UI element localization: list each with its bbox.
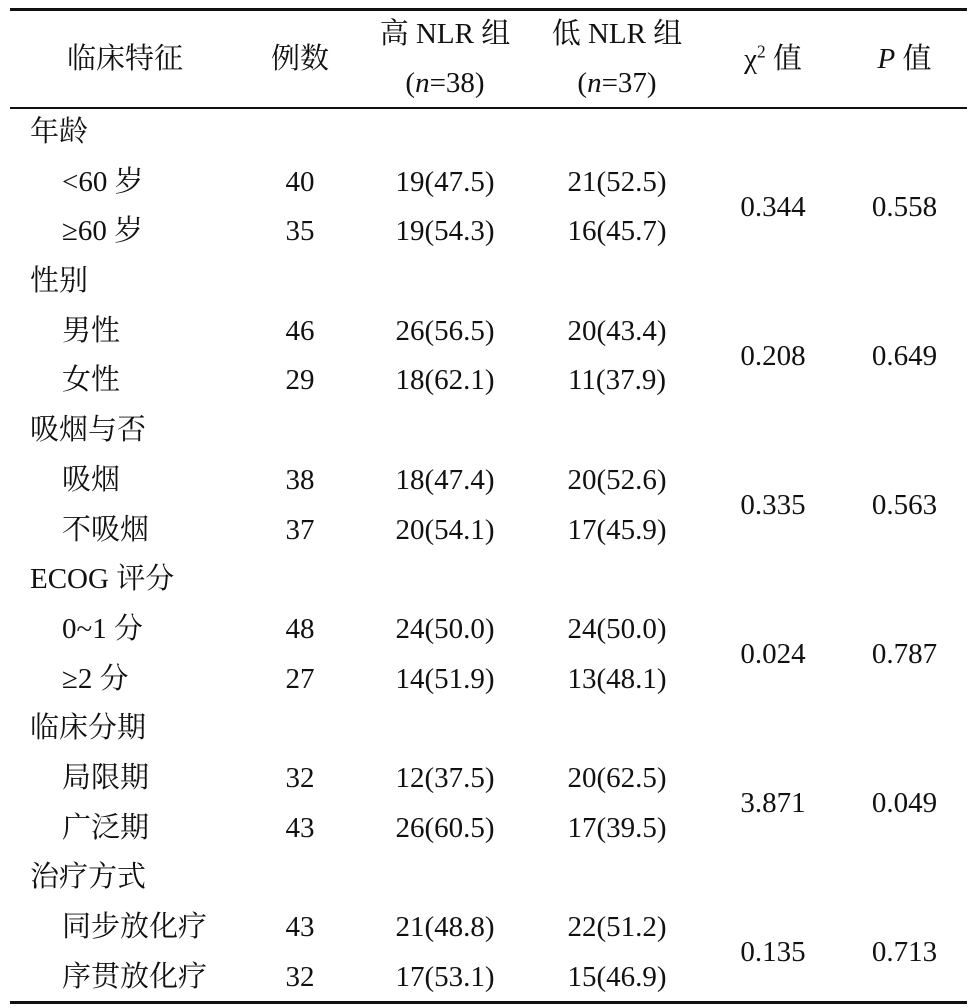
group-row xyxy=(10,406,967,456)
header-p-value-label xyxy=(842,35,967,84)
chi2-cell: 0.135 xyxy=(740,936,806,968)
paren-close: ) xyxy=(474,67,485,99)
table-row xyxy=(10,456,967,521)
high-nlr-cell: 18(47.4) xyxy=(395,463,495,496)
table-row xyxy=(10,754,967,819)
low-nlr-cell: 17(39.5) xyxy=(567,811,667,844)
high-nlr-cell: 12(37.5) xyxy=(395,761,495,794)
high-nlr-cell: 18(62.1) xyxy=(395,364,495,397)
chi-superscript: 2 xyxy=(756,40,766,61)
low-nlr-cell: 20(52.6) xyxy=(567,463,667,496)
group-row xyxy=(10,108,967,158)
low-nlr-cell: 21(52.5) xyxy=(567,165,667,198)
group-label: 临床分期 xyxy=(30,712,147,745)
header-clinical-feature xyxy=(10,10,240,108)
low-nlr-cell: 20(43.4) xyxy=(567,314,667,347)
header-high-nlr-label: 高 NLR 组 xyxy=(379,18,511,50)
item-label: 序贯放化疗 xyxy=(62,960,208,993)
group-row xyxy=(10,853,967,903)
p-value-cell: 0.713 xyxy=(871,936,938,968)
header-low-nlr-label: 低 NLR 组 xyxy=(551,18,683,50)
p-value-cell: 0.049 xyxy=(871,786,938,819)
header-high-nlr-n xyxy=(360,59,530,108)
group-label: 性别 xyxy=(30,265,89,298)
count-cell: 43 xyxy=(285,911,315,943)
item-label: 不吸烟 xyxy=(62,513,150,546)
p-symbol: P xyxy=(877,42,896,75)
high-nlr-cell: 20(54.1) xyxy=(395,513,495,546)
n-value: 38 xyxy=(445,67,475,99)
low-nlr-cell: 15(46.9) xyxy=(567,960,667,993)
header-p-value xyxy=(842,10,967,108)
group-row xyxy=(10,555,967,605)
high-nlr-cell: 17(53.1) xyxy=(395,960,495,993)
low-nlr-cell: 24(50.0) xyxy=(567,612,667,645)
header-clinical-feature-label: 临床特征 xyxy=(66,42,183,75)
group-row xyxy=(10,704,967,754)
header-chi-square-label xyxy=(704,35,842,84)
group-row xyxy=(10,257,967,307)
count-cell: 48 xyxy=(285,612,315,645)
high-nlr-cell: 26(56.5) xyxy=(395,314,495,347)
item-label: <60 岁 xyxy=(62,165,144,198)
low-nlr-cell: 22(51.2) xyxy=(567,911,667,943)
table-row xyxy=(10,605,967,670)
chi-symbol: χ xyxy=(744,42,757,75)
paren-open: ( xyxy=(577,67,588,99)
low-nlr-cell: 13(48.1) xyxy=(567,662,667,695)
count-cell: 38 xyxy=(285,463,315,496)
chi2-cell: 0.208 xyxy=(740,339,806,372)
count-cell: 32 xyxy=(285,960,315,993)
high-nlr-cell: 19(54.3) xyxy=(395,215,495,248)
equals-sign: = xyxy=(601,67,618,99)
p-value-cell: 0.563 xyxy=(871,488,938,521)
header-low-nlr-group xyxy=(530,10,704,108)
count-cell: 43 xyxy=(285,811,315,844)
item-label: 男性 xyxy=(62,314,121,347)
item-label: 局限期 xyxy=(62,761,150,794)
header-row xyxy=(10,10,967,108)
table-body xyxy=(10,108,967,1002)
count-cell: 37 xyxy=(285,513,315,546)
p-value-cell: 0.787 xyxy=(871,637,938,670)
count-cell: 27 xyxy=(285,662,315,695)
header-low-nlr-n xyxy=(530,59,704,108)
item-label: 广泛期 xyxy=(62,811,150,844)
header-p-suffix: 值 xyxy=(895,42,932,75)
group-label: 治疗方式 xyxy=(30,861,147,894)
p-value-cell: 0.649 xyxy=(871,339,938,372)
count-cell: 35 xyxy=(285,215,315,248)
low-nlr-cell: 17(45.9) xyxy=(567,513,667,546)
count-cell: 32 xyxy=(285,761,315,794)
header-count-label: 例数 xyxy=(270,42,329,75)
table-row xyxy=(10,307,967,372)
high-nlr-cell: 26(60.5) xyxy=(395,811,495,844)
header-chi2-suffix: 值 xyxy=(765,42,802,75)
group-label: ECOG 评分 xyxy=(30,563,175,596)
n-symbol: n xyxy=(587,67,602,99)
item-label: 吸烟 xyxy=(62,463,121,496)
table-row xyxy=(10,158,967,223)
group-label: 吸烟与否 xyxy=(30,414,147,447)
n-symbol: n xyxy=(415,67,430,99)
header-count xyxy=(240,10,360,108)
count-cell: 46 xyxy=(285,314,315,347)
paren-close: ) xyxy=(646,67,657,99)
high-nlr-cell: 24(50.0) xyxy=(395,612,495,645)
item-label: 女性 xyxy=(62,364,121,397)
group-label: 年龄 xyxy=(30,116,89,148)
high-nlr-cell: 21(48.8) xyxy=(395,911,495,943)
item-label: ≥60 岁 xyxy=(62,215,144,248)
paren-open: ( xyxy=(405,67,416,99)
table-row xyxy=(10,903,967,968)
high-nlr-cell: 19(47.5) xyxy=(395,165,495,198)
chi2-cell: 0.024 xyxy=(740,637,806,670)
equals-sign: = xyxy=(429,67,446,99)
header-high-nlr-group xyxy=(360,10,530,108)
chi2-cell: 0.344 xyxy=(740,190,806,223)
item-label: ≥2 分 xyxy=(62,662,129,695)
chi2-cell: 3.871 xyxy=(740,786,806,819)
item-label: 同步放化疗 xyxy=(62,911,208,943)
low-nlr-cell: 11(37.9) xyxy=(568,364,666,397)
n-value: 37 xyxy=(617,67,647,99)
item-label: 0~1 分 xyxy=(62,612,143,645)
chi2-cell: 0.335 xyxy=(740,488,806,521)
low-nlr-cell: 20(62.5) xyxy=(567,761,667,794)
header-chi-square xyxy=(704,10,842,108)
high-nlr-cell: 14(51.9) xyxy=(395,662,495,695)
count-cell: 40 xyxy=(285,165,315,198)
count-cell: 29 xyxy=(285,364,315,397)
data-table xyxy=(10,10,967,1002)
p-value-cell: 0.558 xyxy=(871,190,938,223)
low-nlr-cell: 16(45.7) xyxy=(567,215,667,248)
